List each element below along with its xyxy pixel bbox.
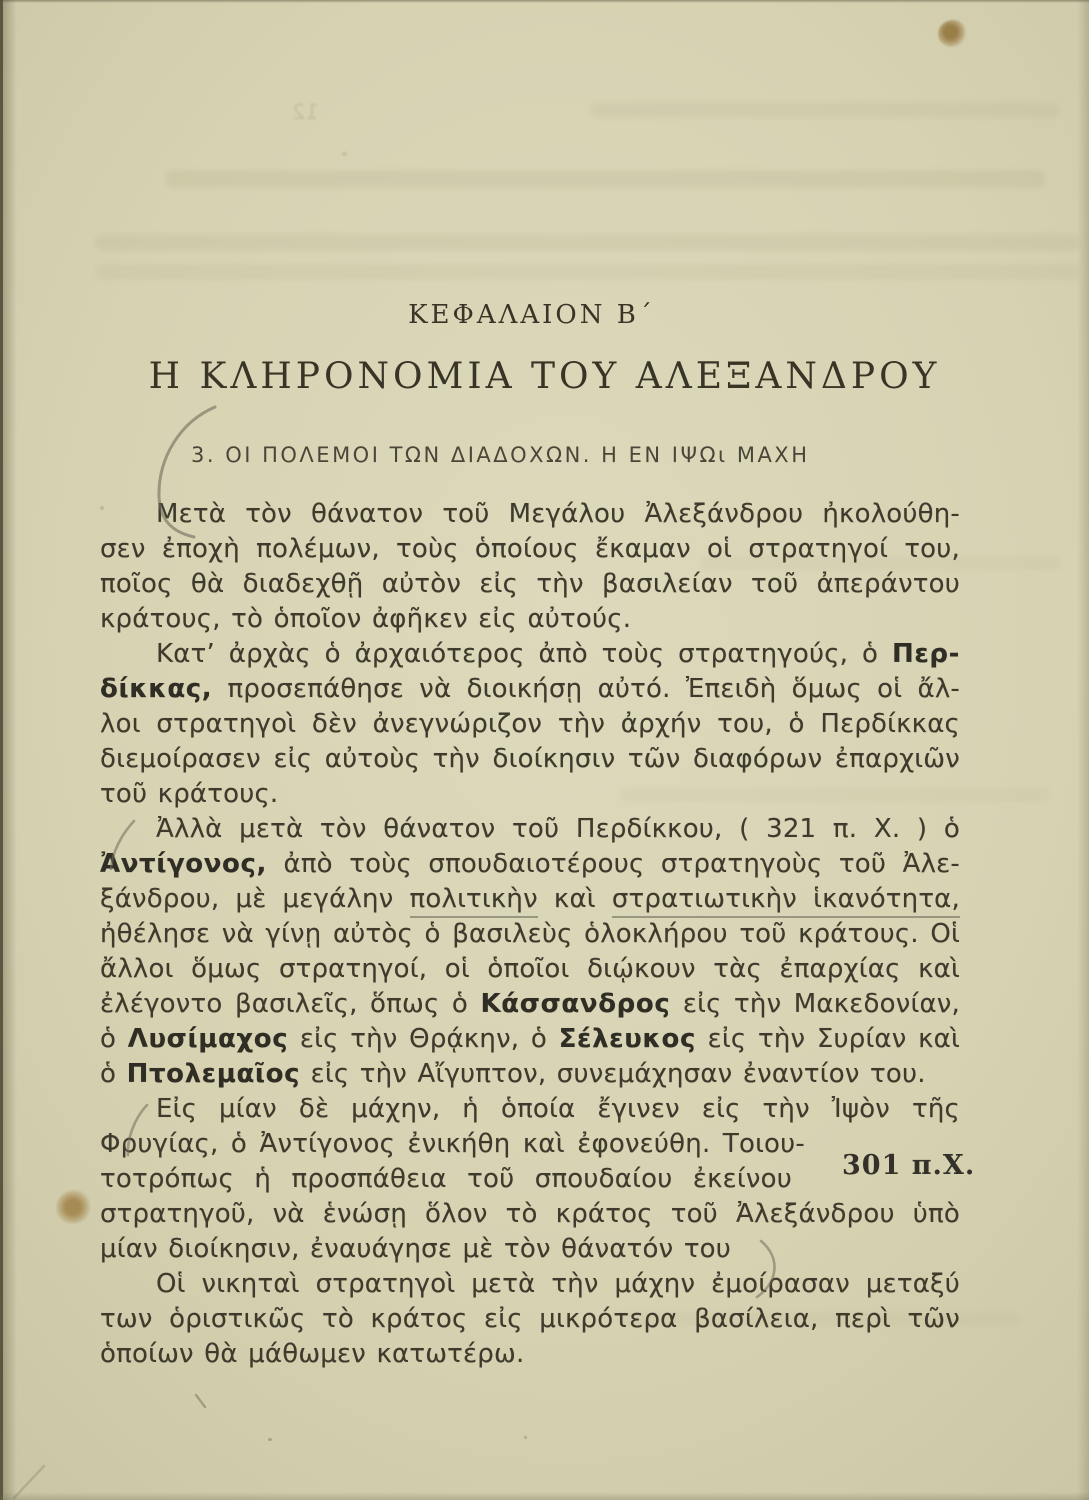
text-run: ὁ: [100, 1059, 127, 1089]
page-edge-left-shadow: [3, 0, 17, 1500]
paper-speck: [342, 152, 347, 156]
paper-speck: [268, 1438, 272, 1441]
bleedthrough-ghost-line: [165, 170, 1045, 188]
text-line: [100, 1162, 792, 1197]
text-run: εἰς τὴν Συρίαν καὶ: [695, 1024, 961, 1054]
text-run: Φρυγίας, ὁ Ἀντίγονος ἐνικήθη καὶ ἐφονεύθη. Τοιου-: [100, 1129, 805, 1159]
text-run: ἠθέλησε νὰ γίνῃ αὐτὸς ὁ βασιλεὺς ὁλοκλήρου τοῦ κράτους. Οἱ: [100, 919, 960, 949]
text-run: Οἱ νικηταὶ στρατηγοὶ μετὰ τὴν μάχην ἐμοίρασαν μεταξύ: [156, 1269, 960, 1299]
text-run: ὁ: [100, 1024, 128, 1054]
text-run: ἄλλοι ὅμως στρατηγοί, οἱ ὁποῖοι διῴκουν τὰς ἐπαρχίας καὶ: [100, 954, 960, 984]
paper-speck: [524, 1436, 527, 1439]
text-run: κράτους, τὸ ὁποῖον ἀφῆκεν εἰς αὐτούς.: [100, 604, 632, 634]
text-line: [100, 1127, 805, 1162]
chapter-heading: ΚΕΦΑΛΑΙΟΝ Β΄: [408, 300, 655, 330]
text-run: τοῦ κράτους.: [100, 779, 279, 809]
bold-name: Πτολεμαῖος: [126, 1059, 301, 1089]
text-run: λοι στρατηγοὶ δὲν ἀνεγνώριζον τὴν ἀρχήν του, ὁ Περδίκκας: [100, 709, 960, 739]
text-line: [100, 532, 960, 567]
bold-name: Κάσσανδρος: [480, 989, 671, 1019]
bleedthrough-ghost-line: [590, 102, 1060, 118]
text-run: καὶ: [537, 884, 612, 914]
text-line: [100, 777, 960, 812]
text-line: [100, 1057, 960, 1092]
text-line: [100, 1302, 960, 1337]
pencil-tick-mark: [196, 1395, 205, 1407]
body-text: [100, 497, 960, 1372]
text-run: ποῖος θὰ διαδεχθῇ αὐτὸν εἰς τὴν βασιλείαν τοῦ ἀπεράντου: [100, 569, 960, 599]
pencil-underlined-text: πολιτικὴν: [410, 884, 538, 918]
text-line: [100, 1022, 960, 1057]
paper-stain: [56, 1190, 90, 1224]
text-line: [100, 882, 960, 917]
paragraph: [100, 637, 960, 812]
text-run: σεν ἐποχὴ πολέμων, τοὺς ὁποίους ἔκαμαν οἱ στρατηγοί του,: [100, 534, 960, 564]
text-line: [100, 1197, 960, 1232]
text-run: εἰς τὴν Θρᾴκην, ὁ: [288, 1024, 559, 1054]
page-edge-right: [1077, 0, 1089, 1500]
bold-name: Σέλευκος: [558, 1024, 696, 1054]
paper-stain: [938, 20, 966, 47]
ghost-page-number: 12: [292, 100, 319, 124]
bold-name: δίκκας,: [100, 674, 213, 704]
paragraph: [100, 1092, 960, 1267]
text-run: Ἀλλὰ μετὰ τὸν θάνατον τοῦ Περδίκκου, ( 321 π. Χ. ) ὁ: [156, 814, 960, 844]
text-line: [100, 602, 960, 637]
text-run: εἰς τὴν Μακεδονίαν,: [670, 989, 960, 1019]
text-run: διεμοίρασεν εἰς αὐτοὺς τὴν διοίκησιν τῶν διαφόρων ἐπαρχιῶν: [100, 744, 960, 774]
text-run: μίαν διοίκησιν, ἐναυάγησε μὲ τὸν θάνατόν του: [100, 1234, 732, 1264]
text-line: [100, 1267, 960, 1302]
pencil-underlined-text: στρατιωτικὴν ἱκανότητα,: [612, 884, 960, 918]
text-line: [100, 847, 960, 882]
text-line: [100, 812, 960, 847]
text-line: [100, 742, 960, 777]
text-line: [100, 1232, 960, 1267]
text-run: ὁποίων θὰ μάθωμεν κατωτέρω.: [100, 1339, 525, 1369]
text-run: Κατ’ ἀρχὰς ὁ ἀρχαιότερος ἀπὸ τοὺς στρατηγούς, ὁ: [156, 639, 892, 669]
margin-note-date: 301 π.Χ.: [842, 1150, 976, 1181]
text-line: [100, 1092, 960, 1127]
paragraph: [100, 497, 960, 637]
bleedthrough-ghost-line: [95, 264, 1080, 280]
bold-name: Ἀντίγονος,: [100, 849, 267, 879]
text-line: [100, 987, 960, 1022]
text-line: [100, 707, 960, 742]
text-line: [100, 567, 960, 602]
text-run: ἀπὸ τοὺς σπουδαιοτέρους στρατηγοὺς τοῦ Ἀλε-: [267, 849, 960, 879]
text-run: στρατηγοῦ, νὰ ἑνώσῃ ὅλον τὸ κράτος τοῦ Ἀλεξάνδρου ὑπὸ: [100, 1199, 960, 1229]
page-title: Η ΚΛΗΡΟΝΟΜΙΑ ΤΟΥ ΑΛΕΞΑΝΔΡΟΥ: [148, 356, 941, 397]
paragraph: [100, 812, 960, 1092]
text-run: τοτρόπως ἡ προσπάθεια τοῦ σπουδαίου ἐκείνου: [100, 1164, 792, 1194]
text-line: [100, 497, 960, 532]
paragraph: [100, 1267, 960, 1372]
text-run: ξάνδρου, μὲ μεγάλην: [100, 884, 410, 914]
text-run: εἰς τὴν Αἴγυπτον, συνεμάχησαν ἐναντίον του.: [300, 1059, 926, 1089]
bold-name: Λυσίμαχος: [127, 1024, 289, 1054]
text-run: προσεπάθησε νὰ διοικήσῃ αὐτό. Ἐπειδὴ ὅμως οἱ ἄλ-: [212, 674, 960, 704]
text-line: [100, 1337, 960, 1372]
text-run: ἐλέγοντο βασιλεῖς, ὅπως ὁ: [100, 989, 481, 1019]
text-run: των ὁριστικῶς τὸ κράτος εἰς μικρότερα βασίλεια, περὶ τῶν: [100, 1304, 960, 1334]
text-line: [100, 637, 960, 672]
section-heading: 3. ΟΙ ΠΟΛΕΜΟΙ ΤΩΝ ΔΙΑΔΟΧΩΝ. Η ΕΝ ΙΨΩι ΜΑΧΗ: [191, 443, 810, 467]
page-edge-bottom: [0, 1492, 1089, 1500]
text-line: [100, 672, 960, 707]
text-line: [100, 952, 960, 987]
text-run: Μετὰ τὸν θάνατον τοῦ Μεγάλου Ἀλεξάνδρου ἠκολούθη-: [156, 499, 960, 529]
bleedthrough-ghost-line: [95, 234, 1080, 251]
page-edge-top: [0, 0, 1089, 3]
text-line: [100, 917, 960, 952]
bold-name: Περ-: [891, 639, 960, 669]
text-run: Εἰς μίαν δὲ μάχην, ἡ ὁποία ἔγινεν εἰς τὴν Ἰψὸν τῆς: [156, 1094, 960, 1124]
